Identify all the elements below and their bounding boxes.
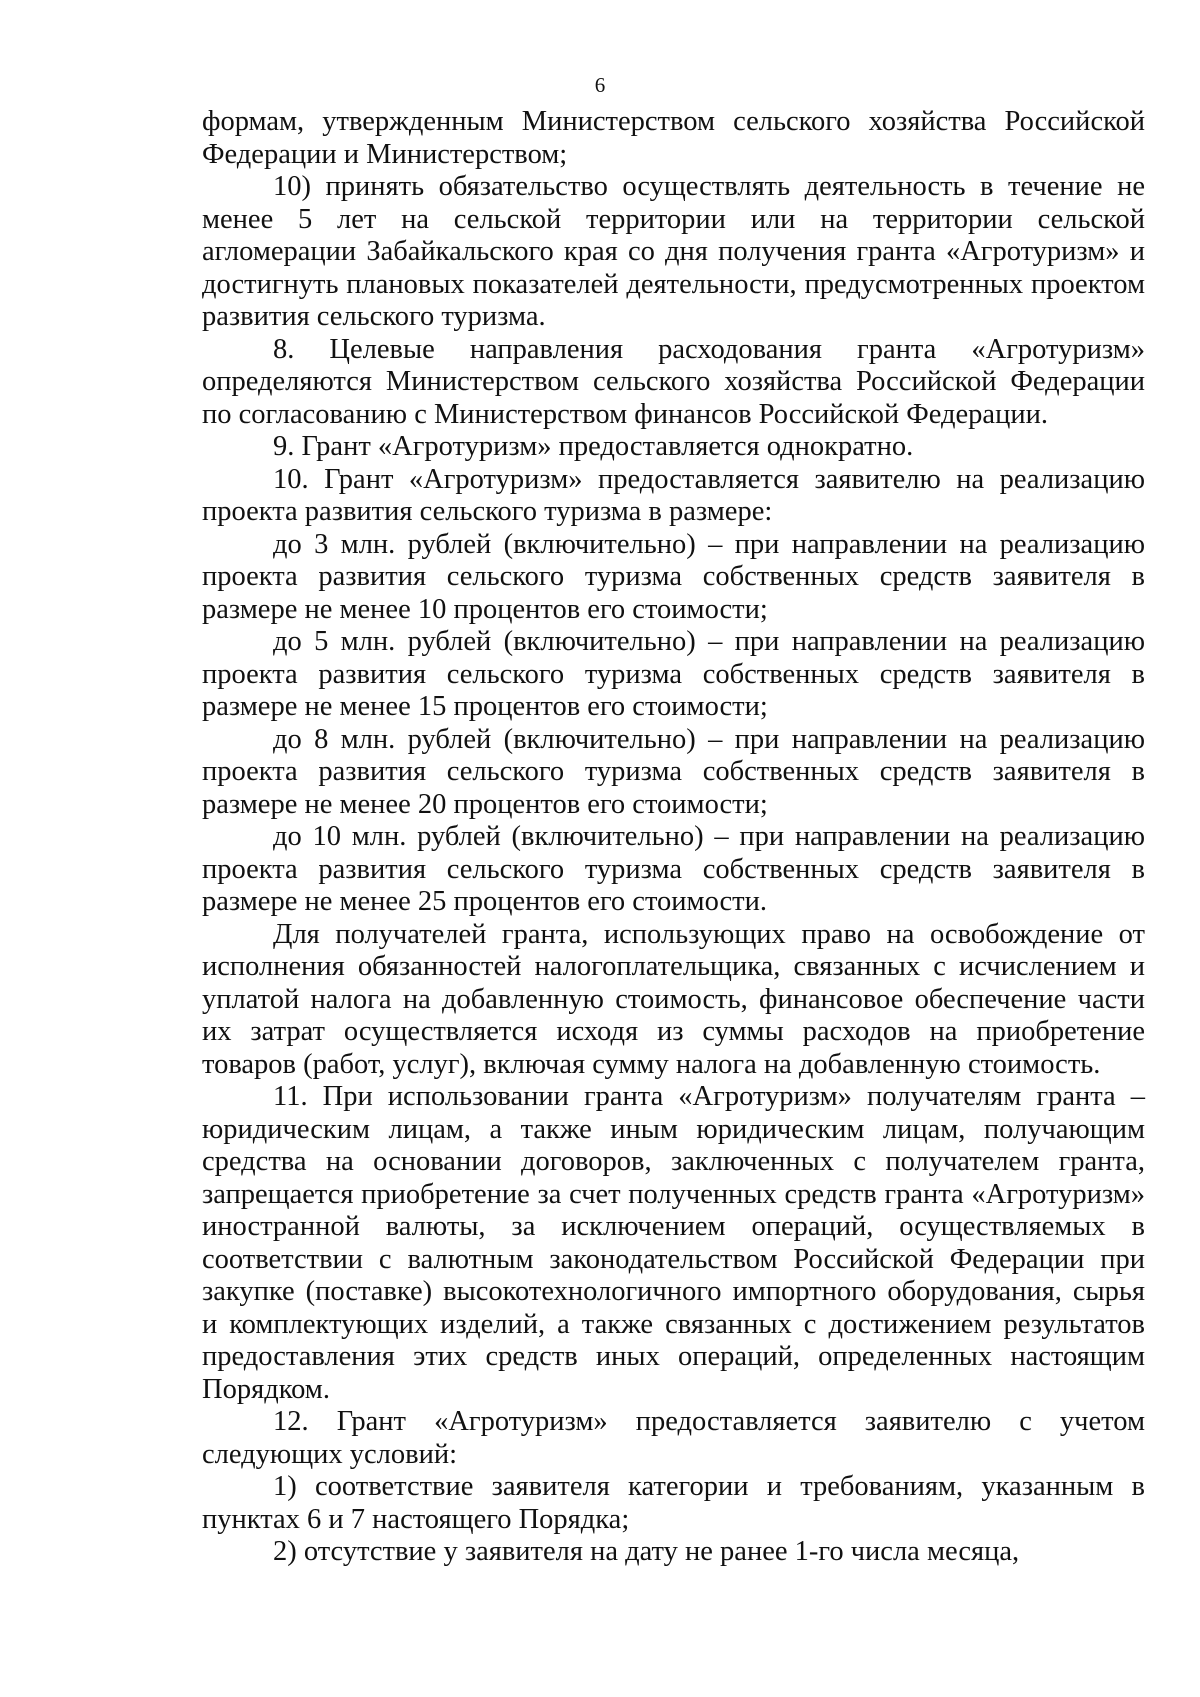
paragraph-section-8: 8. Целевые направления расходования гранта «Агротуризм» определяются Министерством сельского хозяйства Российской Федерации по согласованию с Министерством финансов Российской Федерации. (202, 333, 1145, 430)
paragraph-item-10-obligation: 10) принять обязательство осуществлять деятельность в течение не менее 5 лет на сельской территории или на территории сельской агломерации Забайкальского края со дня получения гранта «Агротуризм» и достигнуть плановых показателей деятельности, предусмотренных проектом развития сельского туризма. (202, 171, 1145, 332)
page-number: 6 (594, 73, 606, 97)
paragraph-condition-1: 1) соответствие заявителя категории и требованиям, указанным в пунктах 6 и 7 настоящего Порядка; (202, 1471, 1145, 1535)
paragraph-section-12: 12. Грант «Агротуризм» предоставляется заявителю с учетом следующих условий: (202, 1406, 1145, 1470)
paragraph-grant-tier-10mln: до 10 млн. рублей (включительно) – при направлении на реализацию проекта развития сельского туризма собственных средств заявителя в размере не менее 25 процентов его стоимости. (202, 821, 1145, 917)
paragraph-vat-exemption: Для получателей гранта, использующих право на освобождение от исполнения обязанностей налогоплательщика, связанных с исчислением и уплатой налога на добавленную стоимость, финансовое обеспечение части их затрат осуществляется исходя из суммы расходов на приобретение товаров (работ, услуг), включая сумму налога на добавленную стоимость. (202, 918, 1145, 1080)
paragraph-section-9: 9. Грант «Агротуризм» предоставляется однократно. (273, 431, 914, 462)
paragraph-grant-tier-8mln: до 8 млн. рублей (включительно) – при направлении на реализацию проекта развития сельского туризма собственных средств заявителя в размере не менее 20 процентов его стоимости; (202, 723, 1145, 820)
paragraph-grant-tier-5mln: до 5 млн. рублей (включительно) – при направлении на реализацию проекта развития сельского туризма собственных средств заявителя в размере не менее 15 процентов его стоимости; (202, 626, 1145, 722)
paragraph-grant-tier-3mln: до 3 млн. рублей (включительно) – при направлении на реализацию проекта развития сельского туризма собственных средств заявителя в размере не менее 10 процентов его стоимости; (202, 528, 1145, 625)
paragraph-condition-2: 2) отсутствие у заявителя на дату не ранее 1-го числа месяца, (273, 1536, 1020, 1567)
paragraph-section-11: 11. При использовании гранта «Агротуризм» получателям гранта – юридическим лицам, а также иным юридическим лицам, получающим средства на основании договоров, заключенных с получателем гранта, запрещается приобретение за счет полученных средств гранта «Агротуризм» иностранной валюты, за исключением операций, осуществляемых в соответствии с валютным законодательством Российской Федерации при закупке (поставке) высокотехнологичного импортного оборудования, сырья и комплектующих изделий, а также связанных с достижением результатов предоставления этих средств иных операций, определенных настоящим Порядком. (202, 1081, 1145, 1405)
document-body (202, 106, 1145, 1569)
paragraph-section-10: 10. Грант «Агротуризм» предоставляется заявителю на реализацию проекта развития сельского туризма в размере: (202, 463, 1145, 527)
paragraph-continuation: формам, утвержденным Министерством сельского хозяйства Российской Федерации и Министерством; (202, 106, 1145, 170)
